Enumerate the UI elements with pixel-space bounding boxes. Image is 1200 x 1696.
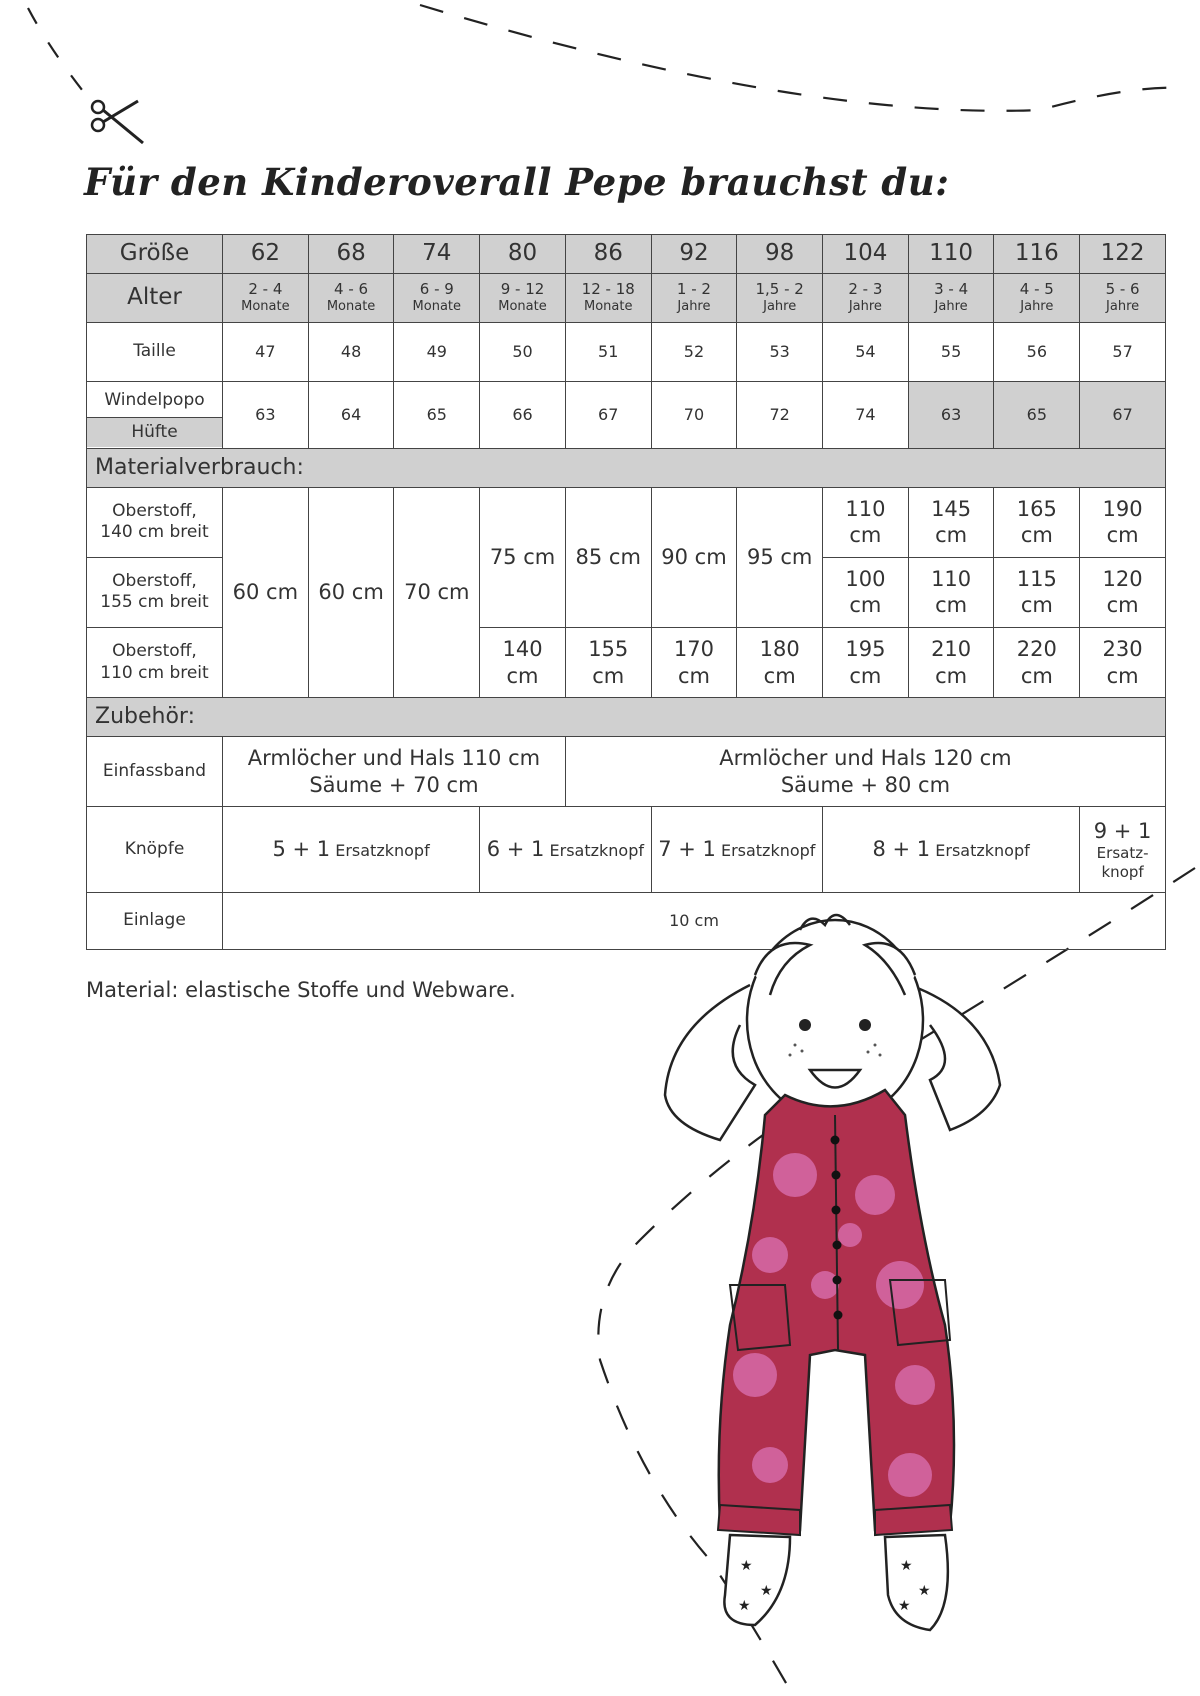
age-range: 1,5 - 2 xyxy=(755,280,804,299)
svg-text:★: ★ xyxy=(740,1558,753,1574)
windelpopo-huefte-cell: 74 xyxy=(823,381,909,448)
svg-text:★: ★ xyxy=(738,1598,751,1614)
age-label: Alter xyxy=(87,273,223,322)
oberstoff-155-cell: 120 cm xyxy=(1080,557,1166,627)
age-unit: Monate xyxy=(241,298,290,314)
svg-text:★: ★ xyxy=(898,1598,911,1614)
age-range: 4 - 5 xyxy=(1019,280,1054,299)
oberstoff-110-cell: 230 cm xyxy=(1080,628,1166,698)
oberstoff-110-cell: 180 cm xyxy=(737,628,823,698)
windelpopo-huefte-cell: 63 xyxy=(908,381,994,448)
windelpopo-huefte-cell: 63 xyxy=(223,381,309,448)
age-row xyxy=(87,273,1166,322)
material-note: Material: elastische Stoffe und Webware. xyxy=(86,978,516,1002)
windelpopo-row xyxy=(87,381,1166,448)
einlage-cell: 10 cm xyxy=(223,892,1166,949)
size-cell: 104 xyxy=(823,235,909,274)
size-table xyxy=(86,234,1166,950)
knoepfe-cell xyxy=(651,807,822,893)
oberstoff-110-cell: 140 cm xyxy=(480,628,566,698)
knoepfe-cell xyxy=(223,807,480,893)
windelpopo-huefte-cell: 70 xyxy=(651,381,737,448)
knoepfe-note: Ersatzknopf xyxy=(720,841,816,861)
age-unit: Jahre xyxy=(677,298,711,314)
oberstoff-140-cell: 145 cm xyxy=(908,487,994,557)
windelpopo-huefte-cell: 67 xyxy=(1080,381,1166,448)
age-range: 2 - 4 xyxy=(248,280,283,299)
page-title: Für den Kinderoverall Pepe brauchst du: xyxy=(84,160,950,204)
oberstoff-140-cell: 190 cm xyxy=(1080,487,1166,557)
age-cell xyxy=(651,273,737,322)
oberstoff-110-cell: 170 cm xyxy=(651,628,737,698)
taille-cell: 49 xyxy=(394,322,480,381)
usage-mid-cell: 85 cm xyxy=(565,487,651,628)
usage-mid-cell: 90 cm xyxy=(651,487,737,628)
taille-label: Taille xyxy=(87,322,223,381)
age-unit: Monate xyxy=(583,298,633,314)
knoepfe-count: 5 + 1 xyxy=(272,837,331,862)
einfassband-small-cell: Armlöcher und Hals 110 cm Säume + 70 cm xyxy=(223,737,566,807)
age-cell xyxy=(823,273,909,322)
size-cell: 122 xyxy=(1080,235,1166,274)
age-cell xyxy=(1080,273,1166,322)
knoepfe-cell xyxy=(480,807,651,893)
age-unit: Jahre xyxy=(763,298,797,314)
oberstoff-140-cell: 110 cm xyxy=(823,487,909,557)
child-illustration xyxy=(660,905,1030,1685)
size-cell: 110 xyxy=(908,235,994,274)
age-unit: Jahre xyxy=(934,298,968,314)
zubehoer-section-heading: Zubehör: xyxy=(87,698,1166,737)
size-cell: 74 xyxy=(394,235,480,274)
age-cell xyxy=(394,273,480,322)
taille-cell: 50 xyxy=(480,322,566,381)
einlage-label: Einlage xyxy=(87,892,223,949)
oberstoff-110-cell: 195 cm xyxy=(823,628,909,698)
knoepfe-count: 6 + 1 xyxy=(486,837,545,862)
size-cell: 86 xyxy=(565,235,651,274)
age-cell xyxy=(480,273,566,322)
usage-small-cell: 60 cm xyxy=(308,487,394,698)
knoepfe-count: 9 + 1 xyxy=(1093,818,1152,843)
age-range: 2 - 3 xyxy=(848,280,883,299)
age-range: 5 - 6 xyxy=(1105,280,1140,299)
age-unit: Monate xyxy=(412,298,462,314)
age-unit: Jahre xyxy=(848,298,882,314)
age-range: 9 - 12 xyxy=(500,280,545,299)
usage-mid-cell: 75 cm xyxy=(480,487,566,628)
taille-cell: 55 xyxy=(908,322,994,381)
svg-text:★: ★ xyxy=(760,1583,773,1599)
oberstoff-155-cell: 100 cm xyxy=(823,557,909,627)
knoepfe-note: Ersatzknopf xyxy=(549,841,644,861)
svg-text:★: ★ xyxy=(900,1558,913,1574)
age-range: 3 - 4 xyxy=(934,280,969,299)
windelpopo-huefte-cell: 64 xyxy=(308,381,394,448)
knoepfe-note: Ersatzknopf xyxy=(335,841,430,861)
einfassband-row xyxy=(87,737,1166,807)
zubehoer-section-row xyxy=(87,698,1166,737)
windelpopo-huefte-cell: 72 xyxy=(737,381,823,448)
size-row xyxy=(87,235,1166,274)
size-cell: 80 xyxy=(480,235,566,274)
windelpopo-huefte-cell: 67 xyxy=(565,381,651,448)
age-unit: Monate xyxy=(498,298,547,314)
size-label: Größe xyxy=(87,235,223,274)
age-cell xyxy=(994,273,1080,322)
material-section-row xyxy=(87,448,1166,487)
size-cell: 116 xyxy=(994,235,1080,274)
oberstoff-140-cell: 165 cm xyxy=(994,487,1080,557)
taille-cell: 53 xyxy=(737,322,823,381)
taille-cell: 52 xyxy=(651,322,737,381)
knoepfe-row xyxy=(87,807,1166,893)
oberstoff-110-cell: 155 cm xyxy=(565,628,651,698)
size-cell: 68 xyxy=(308,235,394,274)
svg-text:★: ★ xyxy=(918,1583,931,1599)
knoepfe-note: Ersatz- knopf xyxy=(1096,843,1149,881)
material-section-heading: Materialverbrauch: xyxy=(87,448,1166,487)
einfassband-label: Einfassband xyxy=(87,737,223,807)
taille-row xyxy=(87,322,1166,381)
oberstoff-155-cell: 115 cm xyxy=(994,557,1080,627)
age-cell xyxy=(223,273,309,322)
knoepfe-cell xyxy=(1080,807,1166,893)
knoepfe-note: Ersatzknopf xyxy=(935,841,1030,861)
windelpopo-huefte-cell: 65 xyxy=(994,381,1080,448)
windelpopo-huefte-label xyxy=(87,381,223,448)
age-cell xyxy=(565,273,651,322)
age-range: 1 - 2 xyxy=(676,280,711,299)
age-cell xyxy=(308,273,394,322)
age-cell xyxy=(737,273,823,322)
knoepfe-cell xyxy=(823,807,1080,893)
windelpopo-huefte-cell: 66 xyxy=(480,381,566,448)
oberstoff-140-row xyxy=(87,487,1166,557)
knoepfe-count: 8 + 1 xyxy=(872,837,931,862)
age-range: 4 - 6 xyxy=(334,280,369,299)
oberstoff-110-cell: 210 cm xyxy=(908,628,994,698)
taille-cell: 51 xyxy=(565,322,651,381)
oberstoff-155-cell: 110 cm xyxy=(908,557,994,627)
size-cell: 98 xyxy=(737,235,823,274)
taille-cell: 47 xyxy=(223,322,309,381)
usage-small-cell: 60 cm xyxy=(223,487,309,698)
age-range: 12 - 18 xyxy=(581,280,635,299)
age-range: 6 - 9 xyxy=(419,280,454,299)
windelpopo-label: Windelpopo xyxy=(104,389,205,410)
age-cell xyxy=(908,273,994,322)
taille-cell: 57 xyxy=(1080,322,1166,381)
taille-cell: 48 xyxy=(308,322,394,381)
taille-cell: 54 xyxy=(823,322,909,381)
taille-cell: 56 xyxy=(994,322,1080,381)
age-unit: Monate xyxy=(326,298,376,314)
knoepfe-count: 7 + 1 xyxy=(658,837,716,862)
einfassband-large-cell: Armlöcher und Hals 120 cm Säume + 80 cm xyxy=(565,737,1165,807)
usage-small-cell: 70 cm xyxy=(394,487,480,698)
oberstoff-110-label: Oberstoff, 110 cm breit xyxy=(87,628,223,698)
oberstoff-140-label: Oberstoff, 140 cm breit xyxy=(87,487,223,557)
oberstoff-155-label: Oberstoff, 155 cm breit xyxy=(87,557,223,627)
knoepfe-label: Knöpfe xyxy=(87,807,223,893)
huefte-label: Hüfte xyxy=(87,417,222,447)
age-unit: Jahre xyxy=(1020,298,1054,314)
oberstoff-110-cell: 220 cm xyxy=(994,628,1080,698)
age-unit: Jahre xyxy=(1106,298,1140,314)
size-cell: 92 xyxy=(651,235,737,274)
windelpopo-huefte-cell: 65 xyxy=(394,381,480,448)
usage-mid-cell: 95 cm xyxy=(737,487,823,628)
scissors-icon xyxy=(88,95,148,151)
size-cell: 62 xyxy=(223,235,309,274)
